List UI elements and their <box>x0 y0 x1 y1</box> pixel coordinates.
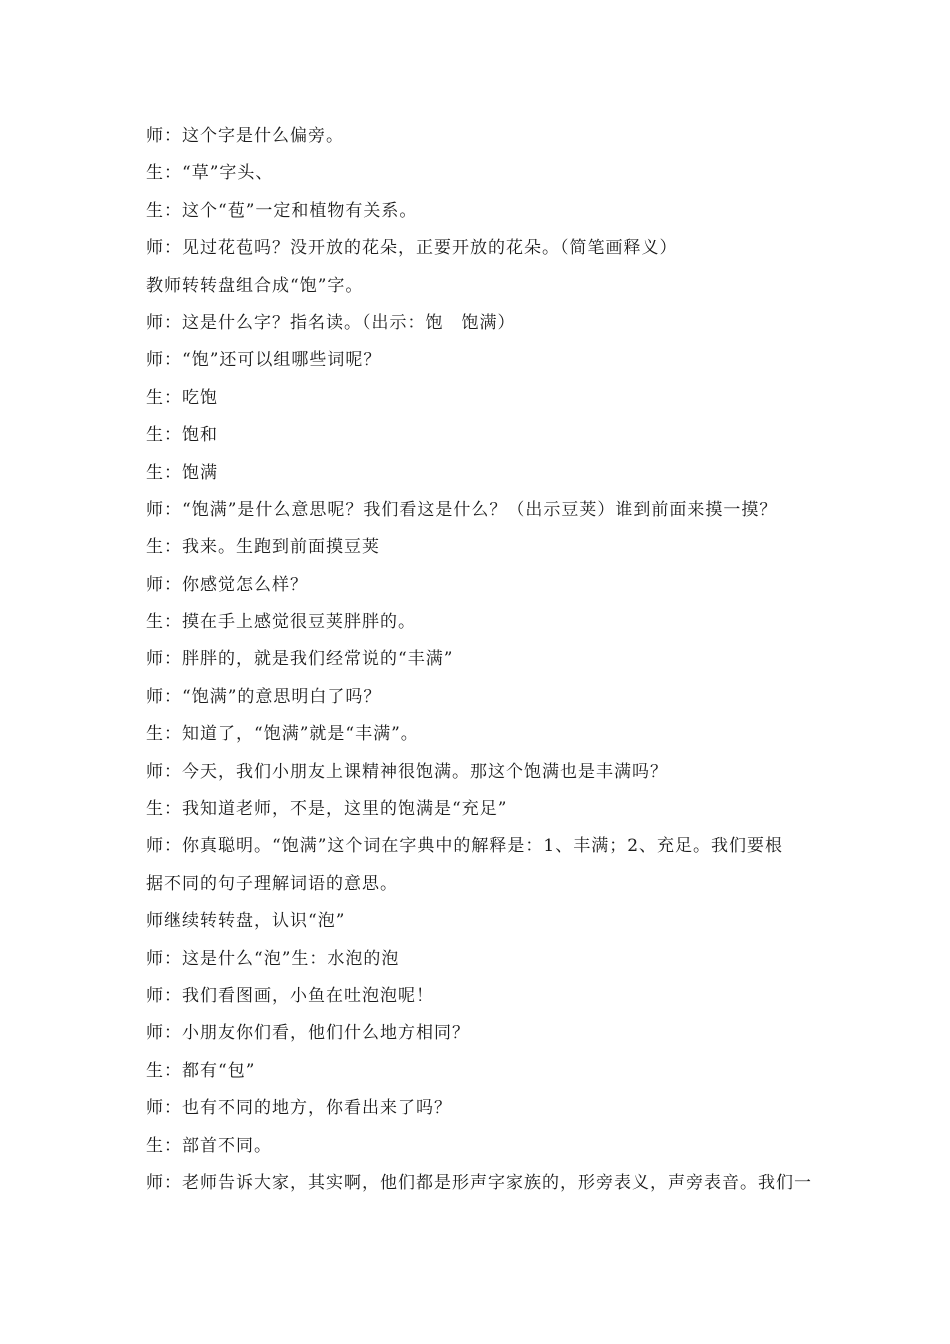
text-line: 生：摸在手上感觉很豆荚胖胖的。 <box>146 612 416 633</box>
text-line: 师：你真聪明。“饱满”这个词在字典中的解释是：1、丰满；2、充足。我们要根 <box>146 836 784 857</box>
text-line: 师：老师告诉大家，其实啊，他们都是形声字家族的，形旁表义，声旁表音。我们一 <box>146 1172 812 1193</box>
text-line: 生：我来。生跑到前面摸豆荚 <box>146 537 380 558</box>
text-line: 师：“饱”还可以组哪些词呢？ <box>146 350 382 371</box>
text-line: 师：你感觉怎么样？ <box>146 574 308 595</box>
text-line: 师：我们看图画，小鱼在吐泡泡呢！ <box>146 985 434 1006</box>
text-line: 师：这是什么“泡”生：水泡的泡 <box>146 948 400 969</box>
text-line: 师：也有不同的地方，你看出来了吗？ <box>146 1098 452 1119</box>
text-line: 师：今天，我们小朋友上课精神很饱满。那这个饱满也是丰满吗？ <box>146 761 668 782</box>
text-line: 生：“草”字头、 <box>146 163 274 184</box>
text-line: 生：吃饱 <box>146 387 218 408</box>
text-line: 师：胖胖的，就是我们经常说的“丰满” <box>146 649 454 670</box>
text-line: 教师转转盘组合成“饱”字。 <box>146 275 364 296</box>
text-line: 生：饱满 <box>146 462 218 483</box>
text-line: 生：部首不同。 <box>146 1135 272 1156</box>
text-line: 生：都有“包” <box>146 1060 256 1081</box>
text-line: 师：小朋友你们看，他们什么地方相同？ <box>146 1023 470 1044</box>
text-line: 师：这个字是什么偏旁。 <box>146 126 344 146</box>
text-line: 师继续转转盘，认识“泡” <box>146 911 346 932</box>
text-line: 生：知道了，“饱满”就是“丰满”。 <box>146 724 419 745</box>
text-line: 生：这个“苞”一定和植物有关系。 <box>146 200 418 221</box>
text-line: 生：饱和 <box>146 425 218 446</box>
text-line: 师：“饱满”的意思明白了吗？ <box>146 686 382 707</box>
text-line: 师：“饱满”是什么意思呢？我们看这是什么？（出示豆荚）谁到前面来摸一摸？ <box>146 499 778 520</box>
text-line: 师：见过花苞吗？没开放的花朵，正要开放的花朵。（简笔画释义） <box>146 238 678 259</box>
text-line: 生：我知道老师，不是，这里的饱满是“充足” <box>146 799 508 820</box>
document-body <box>146 118 826 1202</box>
text-line: 师：这是什么字？指名读。（出示：饱 饱满） <box>146 312 516 333</box>
text-line: 据不同的句子理解词语的意思。 <box>146 873 398 894</box>
